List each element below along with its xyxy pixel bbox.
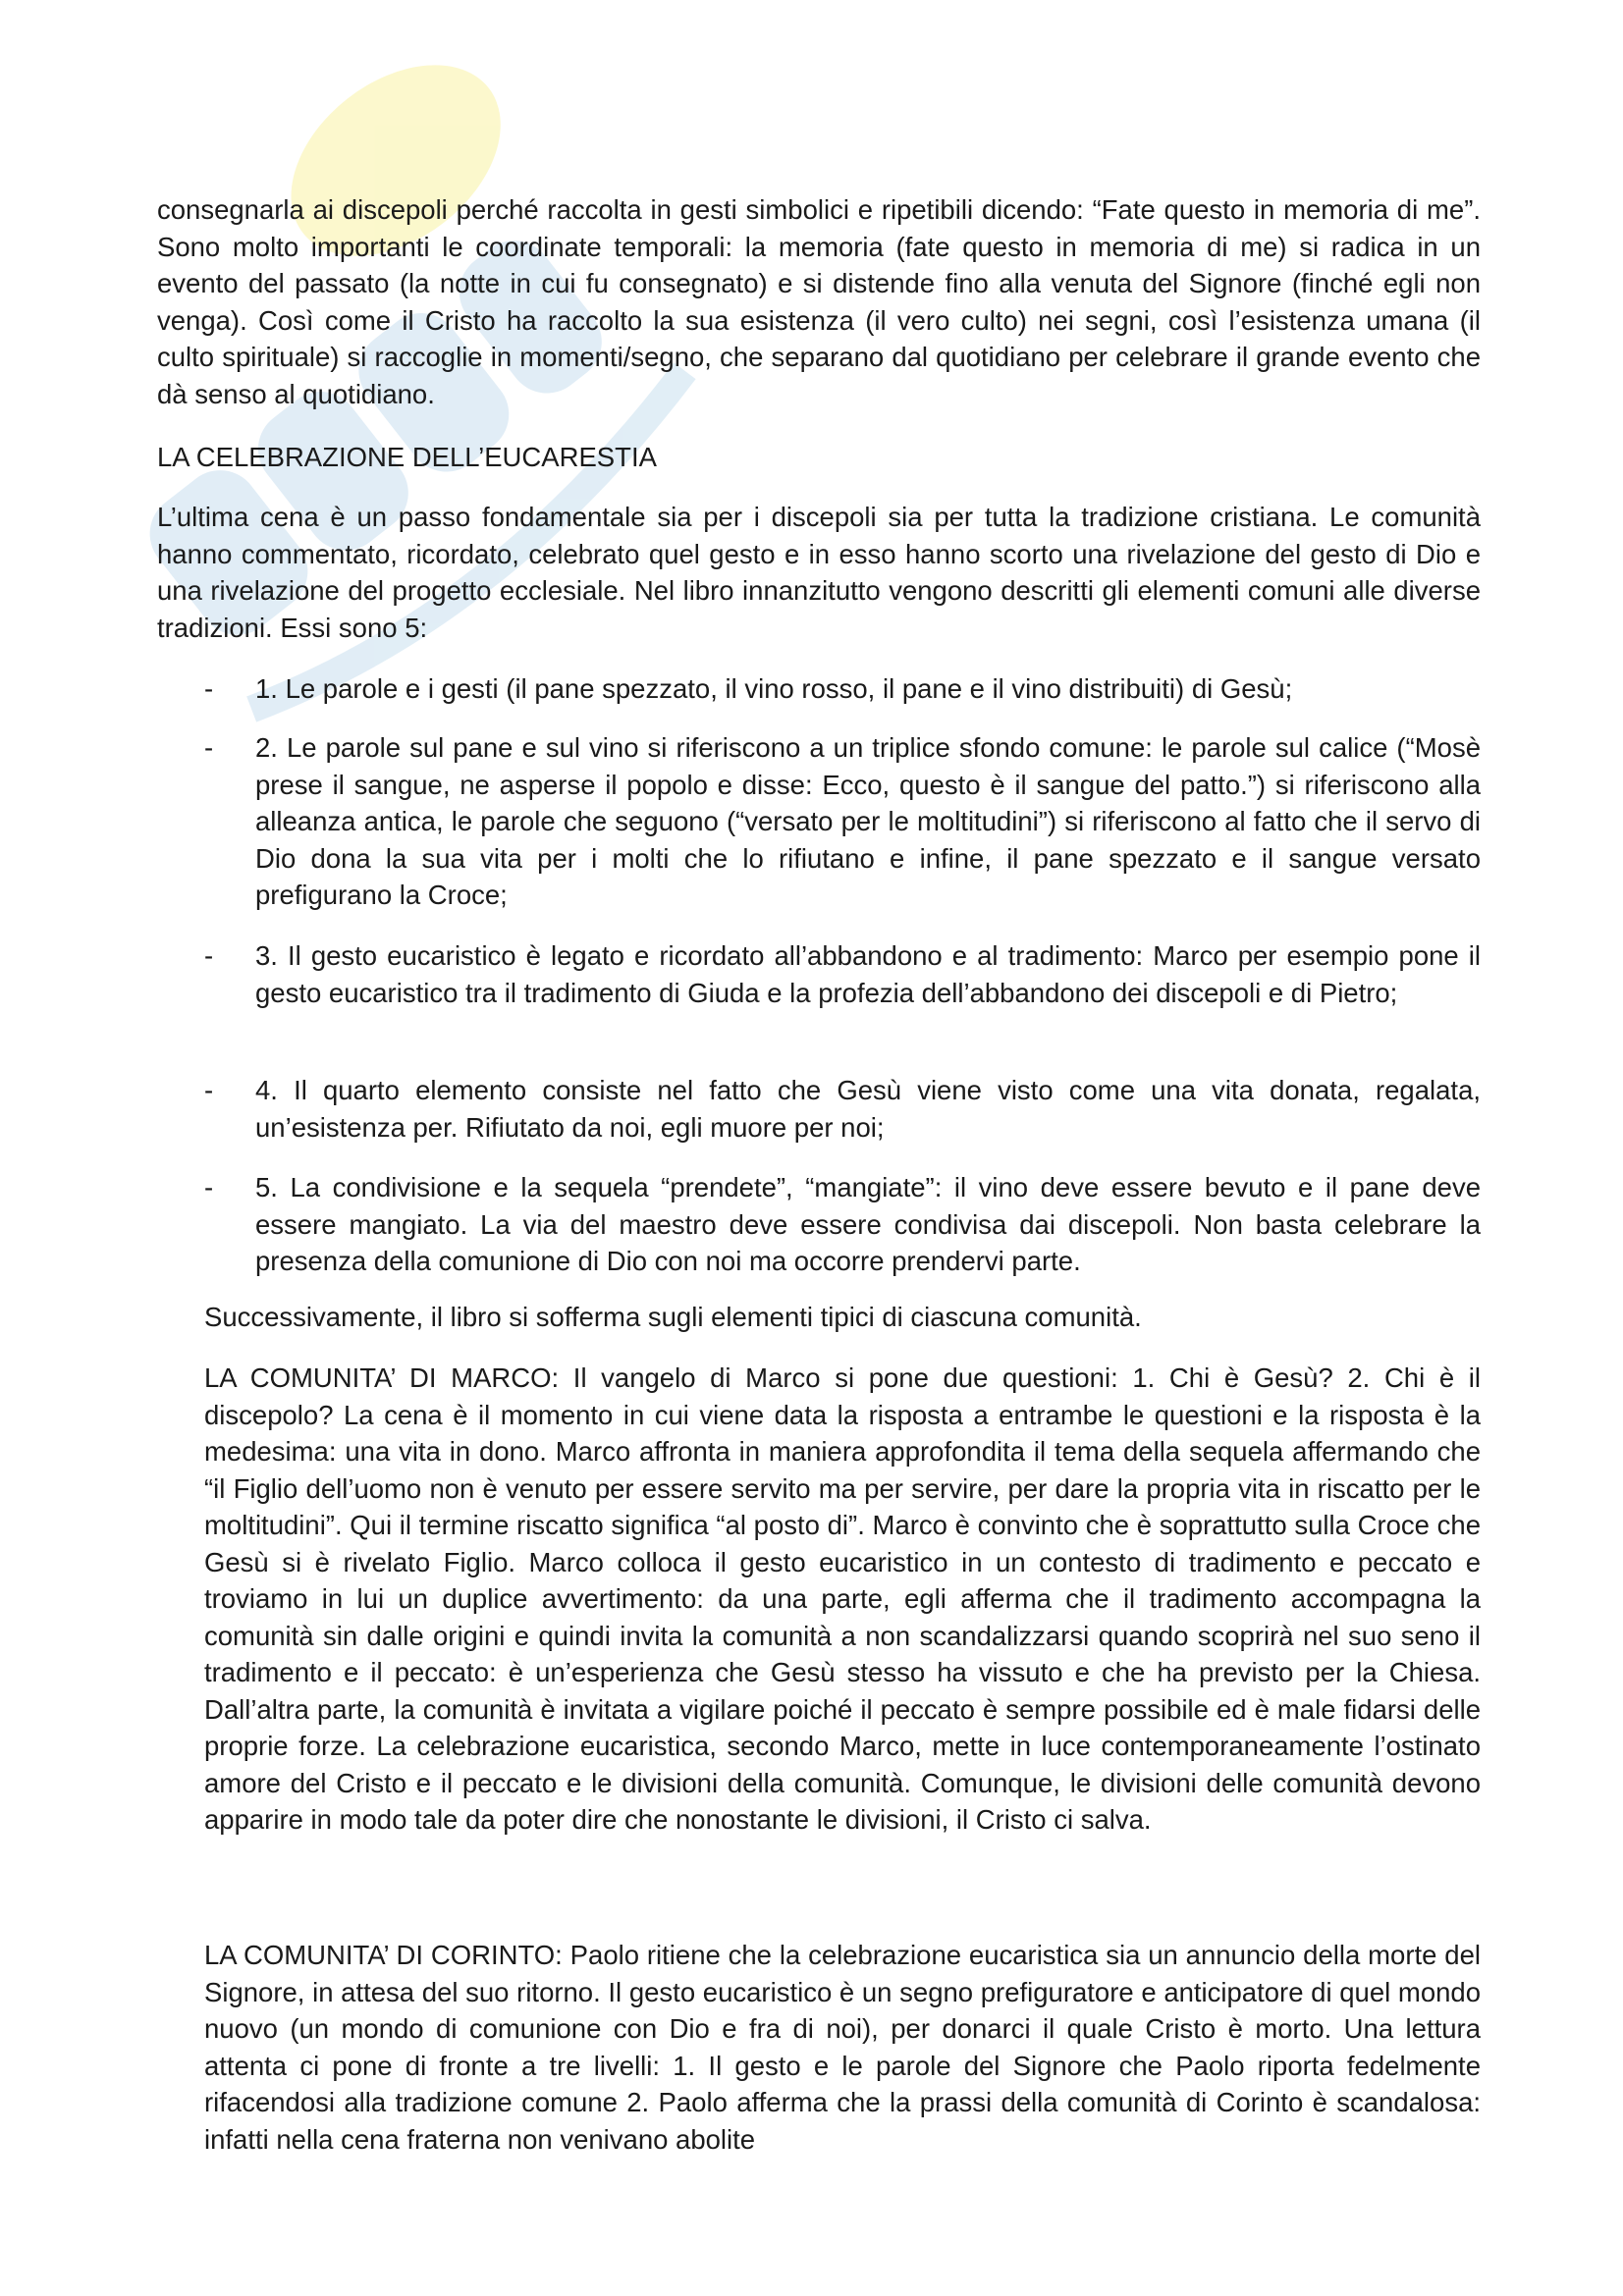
list-bullet: - xyxy=(204,940,214,971)
marco-paragraph: LA COMUNITA’ DI MARCO: Il vangelo di Marco si pone due questioni: 1. Chi è Gesù? 2. Chi è il discepolo? La cena è il momento in cui viene data la risposta a entrambe le questioni e la risposta è la medesima: una vita in dono. Marco affronta in maniera approfondita il tema della sequela affermando che “il Figlio dell’uomo non è venuto per essere servito ma per servire, per dare la propria vita in riscatto per le moltitudini”. Qui il termine riscatto significa “al posto di”. Marco è convinto che è soprattutto sulla Croce che Gesù si è rivelato Figlio. Marco colloca il gesto eucaristico in un contesto di tradimento e peccato e troviamo in lui un duplice avvertimento: da una parte, egli afferma che il tradimento accompagna la comunità sin dalle origini e quindi invita la comunità a non scandalizzarsi quando scoprirà nel suo seno il tradimento e il peccato: è un’esperienza che Gesù stesso ha vissuto e che ha previsto per la Chiesa. Dall’altra parte, la comunità è invitata a vigilare poiché il peccato è sempre possibile ed è male fidarsi delle proprie forze. La celebrazione eucaristica, secondo Marco, mette in luce contemporaneamente l’ostinato amore del Cristo e il peccato e le divisioni della comunità. Comunque, le divisioni delle comunità devono apparire in modo tale da poter dire che nonostante le divisioni, il Cristo ci salva. xyxy=(204,1362,1481,1835)
list-bullet: - xyxy=(204,673,214,704)
list-item-3: 3. Il gesto eucaristico è legato e ricordato all’abbandono e al tradimento: Marco per esempio pone il gesto eucaristico tra il tradimento di Giuda e la profezia dell’abbandono dei discepoli e di Pietro; xyxy=(255,940,1481,1008)
transition-paragraph: Successivamente, il libro si sofferma sugli elementi tipici di ciascuna comunità. xyxy=(204,1302,1142,1332)
corinto-paragraph: LA COMUNITA’ DI CORINTO: Paolo ritiene che la celebrazione eucaristica sia un annuncio della morte del Signore, in attesa del suo ritorno. Il gesto eucaristico è un segno prefiguratore e anticipatore di quel mondo nuovo (un mondo di comunione con Dio e fra di noi), per donarci il quale Cristo è morto. Una lettura attenta ci pone di fronte a tre livelli: 1. Il gesto e le parole del Signore che Paolo riporta fedelmente rifacendosi alla tradizione comune 2. Paolo afferma che la prassi della comunità di Corinto è scandalosa: infatti nella cena fraterna non venivano abolite xyxy=(204,1940,1481,2155)
list-item-4: 4. Il quarto elemento consiste nel fatto che Gesù viene visto come una vita donata, regalata, un’esistenza per. Rifiutato da noi, egli muore per noi; xyxy=(255,1075,1481,1143)
list-item-2: 2. Le parole sul pane e sul vino si riferiscono a un triplice sfondo comune: le parole sul calice (“Mosè prese il sangue, ne asperse il popolo e disse: Ecco, questo è il sangue del patto.”) si riferiscono alla alleanza antica, le parole che seguono (“versato per le moltitudini”) si riferiscono al fatto che il servo di Dio dona la sua vita per i molti che lo rifiutano e infine, il pane spezzato e il sangue versato prefigurano la Croce; xyxy=(255,732,1481,910)
section-intro-paragraph: L’ultima cena è un passo fondamentale sia per i discepoli sia per tutta la tradizione cristiana. Le comunità hanno commentato, ricordato, celebrato quel gesto e in esso hanno scorto una rivelazione del gesto di Dio e una rivelazione del progetto ecclesiale. Nel libro innanzitutto vengono descritti gli elementi comuni alle diverse tradizioni. Essi sono 5: xyxy=(157,502,1481,643)
section-heading: LA CELEBRAZIONE DELL’EUCARESTIA xyxy=(157,442,657,472)
list-item-1: 1. Le parole e i gesti (il pane spezzato, il vino rosso, il pane e il vino distribuiti) di Gesù; xyxy=(255,673,1293,704)
list-item-5: 5. La condivisione e la sequela “prendete”, “mangiate”: il vino deve essere bevuto e il pane deve essere mangiato. La via del maestro deve essere condivisa dai discepoli. Non basta celebrare la presenza della comunione di Dio con noi ma occorre prendervi parte. xyxy=(255,1172,1481,1276)
list-bullet: - xyxy=(204,1075,214,1105)
intro-paragraph: consegnarla ai discepoli perché raccolta in gesti simbolici e ripetibili dicendo: “Fate questo in memoria di me”. Sono molto importanti le coordinate temporali: la memoria (fate questo in memoria di me) si radica in un evento del passato (la notte in cui fu consegnato) e si distende fino alla venuta del Signore (finché egli non venga). Così come il Cristo ha raccolto la sua esistenza (il vero culto) nei segni, così l’esistenza umana (il culto spirituale) si raccoglie in momenti/segno, che separano dal quotidiano per celebrare il grande evento che dà senso al quotidiano. xyxy=(157,194,1481,409)
list-bullet: - xyxy=(204,732,214,763)
list-bullet: - xyxy=(204,1172,214,1202)
